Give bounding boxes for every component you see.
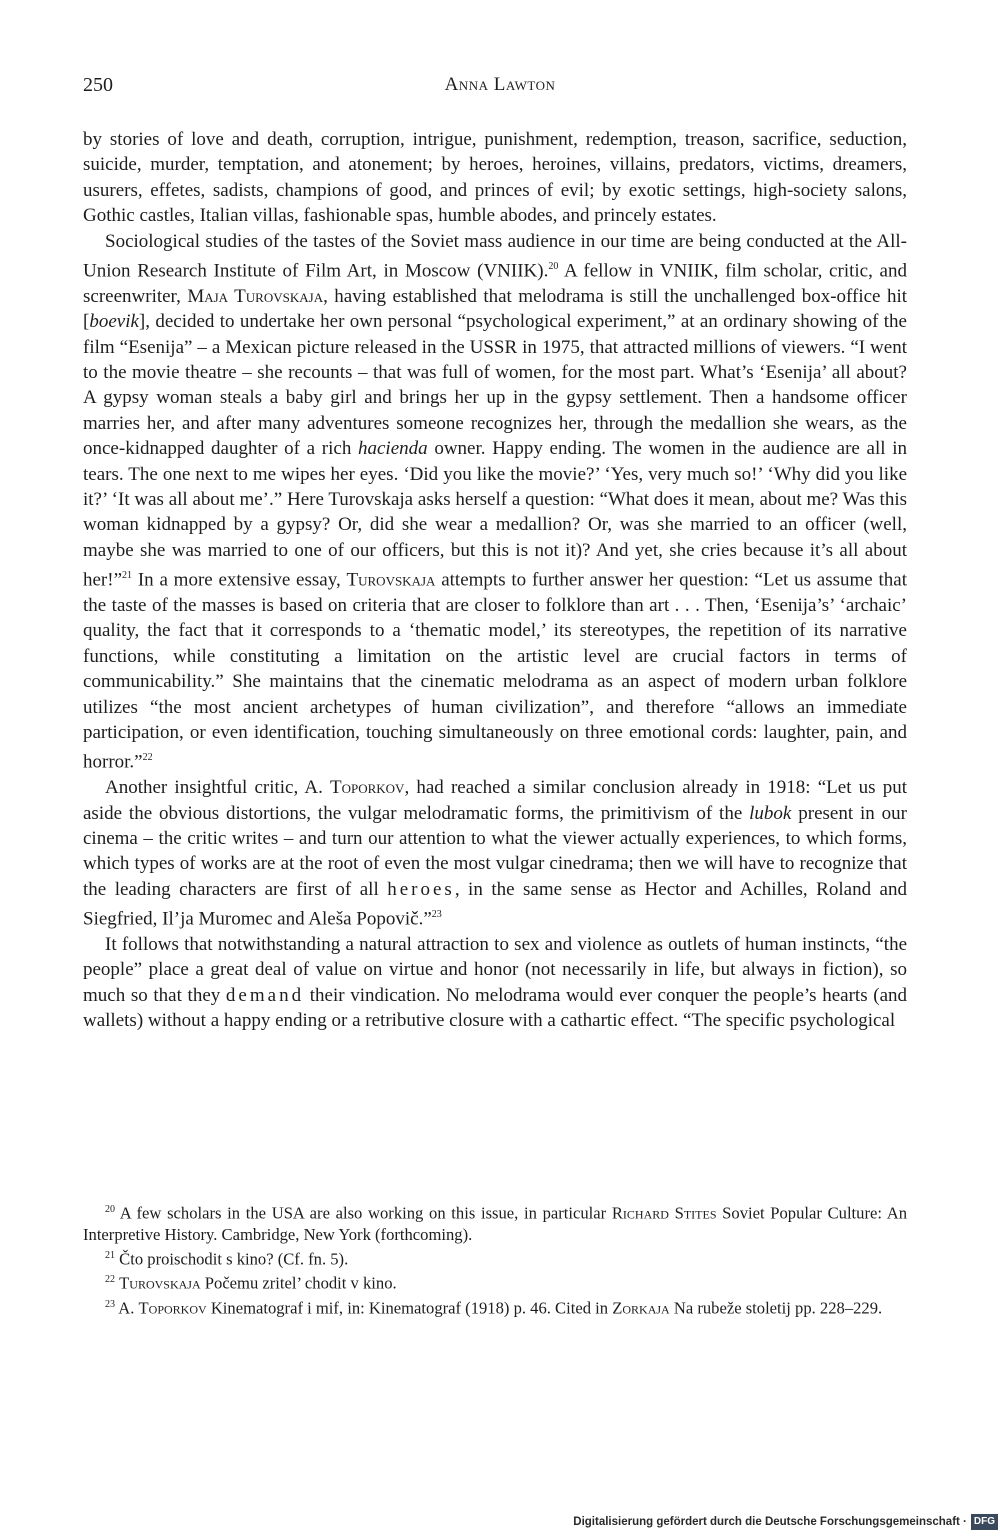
paragraph-3 [83, 775, 907, 932]
text-run: Another insightful critic, A. [105, 777, 330, 799]
paragraph-2 [83, 229, 907, 776]
footnote-ref-20: 20 [548, 261, 559, 273]
spaced-emphasis: demand [225, 984, 305, 1006]
footnotes [83, 1199, 907, 1318]
text-run: A few scholars in the USA are also working on this issue, in particular [119, 1203, 612, 1223]
paragraph-1: by stories of love and death, corruption, intrigue, punishment, redemption, treason, sacrifice, seduction, suicide, murder, temptation, and atonement; by heroes, heroines, villains, predators, victims, dreamers, usurers, effetes, sadists, champions of good, and princes of evil; by exotic settings, high-society salons, Gothic castles, Italian villas, fashionable spas, humble abodes, and princely estates. [83, 129, 907, 227]
text-run: In a more extensive essay, [132, 569, 347, 591]
text-run: attempts to further answer her question: “Let us assume that the taste of the masses is based on criteria that are closer to folklore than art . . . Then, ‘Esenija’s’ ‘archaic’ quality, the fact that it corresponds to a ‘thematic model,’ its stereotypes, the repetition of its narrative functions, while constituting a limitation on the artistic level are crucial factors in terms of communicability.” She maintains that the cinematic melodrama as an aspect of modern urban folklore utilizes “the most ancient archetypes of human civilization”, and therefore “allows an immediate participation, or even identification, touching simultaneously on three emotional cords: laughter, pain, and horror.” [83, 569, 907, 773]
text-run: A. [118, 1298, 139, 1318]
spaced-emphasis: heroes [387, 878, 455, 900]
text-run: A fellow in VNIIK, film scholar, critic, and screenwriter, [83, 260, 907, 307]
footnote-20 [83, 1199, 907, 1245]
text-run: Kinematograf i mif, in: Kinematograf (1918) p. 46. Cited in [206, 1298, 613, 1318]
footnote-23 [83, 1294, 907, 1319]
text-run: It follows that notwithstanding a natural attraction to sex and violence as outlets of human instincts, “the people” place a great deal of value on virtue and honor (not necessarily in life, but always in fiction), so much so that they [83, 933, 907, 1006]
author-name: Turovskaja [119, 1273, 201, 1293]
text-run: , having established that melodrama is still the unchallenged box-office hit [ [83, 285, 908, 333]
footnote-ref-21: 21 [122, 570, 133, 582]
text-run: , had reached a similar conclusion already in 1918: “Let us put aside the obvious distortions, the vulgar melodramatic forms, the primitivism of the [83, 777, 907, 824]
author-name: Maja Turovskaja [187, 285, 324, 307]
page-number: 250 [83, 74, 113, 96]
dfg-logo: DFG [971, 1514, 998, 1530]
digitization-footer [573, 1512, 998, 1532]
footnote-number: 21 [105, 1249, 115, 1261]
text-run: Čto proischodit s kino? (Cf. fn. 5). [119, 1249, 349, 1269]
footnote-number: 22 [105, 1274, 115, 1286]
text-run: their vindication. No melodrama would ever conquer the people’s hearts (and wallets) without a happy ending or a retributive closure with a cathartic effect. “The specific psychological [83, 984, 908, 1032]
footnote-ref-22: 22 [142, 752, 153, 764]
footer-text: Digitalisierung gefördert durch die Deutsche Forschungsgemeinschaft · [573, 1516, 967, 1528]
text-run: Počemu zritel’ chodit v kino. [200, 1273, 397, 1293]
text-run: Sociological studies of the tastes of the Soviet mass audience in our time are being conducted at the All-Union Research Institute of Film Art, in Moscow (VNIIK). [83, 230, 907, 282]
text-run: , in the same sense as Hector and Achilles, Roland and Siegfried, Il’ja Muromec and Aleša Popovič.” [83, 878, 907, 930]
footnote-number: 20 [105, 1204, 115, 1215]
footnote-21 [83, 1245, 907, 1270]
italic-term: boevik [89, 311, 139, 333]
text-run: owner. Happy ending. The women in the audience are all in tears. The one next to me wipes her eyes. ‘Did you like the movie?’ ‘Yes, very much so!’ ‘Why did you like it?’ ‘It was all about me’.” Here Turovskaja asks herself a question: “What does it mean, about me? Was this woman kidnapped by a gypsy? Or, did she wear a medallion? Or, was she married to an officer (well, maybe she was married to one of our officers, but this is not it)? And yet, she cries because it’s all about her!” [83, 438, 907, 591]
text-run: present in our cinema – the critic writes – and turn our attention to what the viewer actually experiences, to which forms, which types of works are at the root of even the most vulgar cinedrama; then we will have to recognize that the leading characters are first of all [83, 802, 907, 900]
paragraph-4 [83, 932, 907, 1034]
text-run: ], decided to undertake her own personal “psychological experiment,” at an ordinary showing of the film “Esenija” – a Mexican picture released in the USSR in 1975, that attracted millions of viewers. “I went to the movie theatre – she recounts – that was full of women, for the most part. What’s ‘Esenija’ all about? A gypsy woman steals a baby girl and brings her up in the gypsy settlement. Then a handsome officer marries her, and after many adventures someone recognizes her, through the medallion she wears, as the once-kidnapped daughter of a rich [83, 311, 907, 460]
author-name: Turovskaja [346, 569, 436, 591]
footnote-ref-23: 23 [431, 909, 442, 921]
footnote-22 [83, 1269, 907, 1294]
footnote-number: 23 [105, 1298, 115, 1310]
author-name: Toporkov [330, 777, 405, 799]
italic-term: hacienda [358, 438, 428, 460]
running-head: Anna Lawton [444, 74, 556, 95]
author-name: Toporkov [138, 1298, 207, 1318]
italic-term: lubok [749, 802, 792, 824]
text-run: Na rubeže stoletij pp. 228–229. [669, 1298, 883, 1318]
author-name: Richard Stites [611, 1203, 717, 1223]
body-text [83, 127, 907, 1034]
text-run: Soviet Popular Culture: An Interpretive History. Cambridge, New York (forthcoming). [83, 1203, 908, 1244]
author-name: Zorkaja [612, 1298, 670, 1318]
